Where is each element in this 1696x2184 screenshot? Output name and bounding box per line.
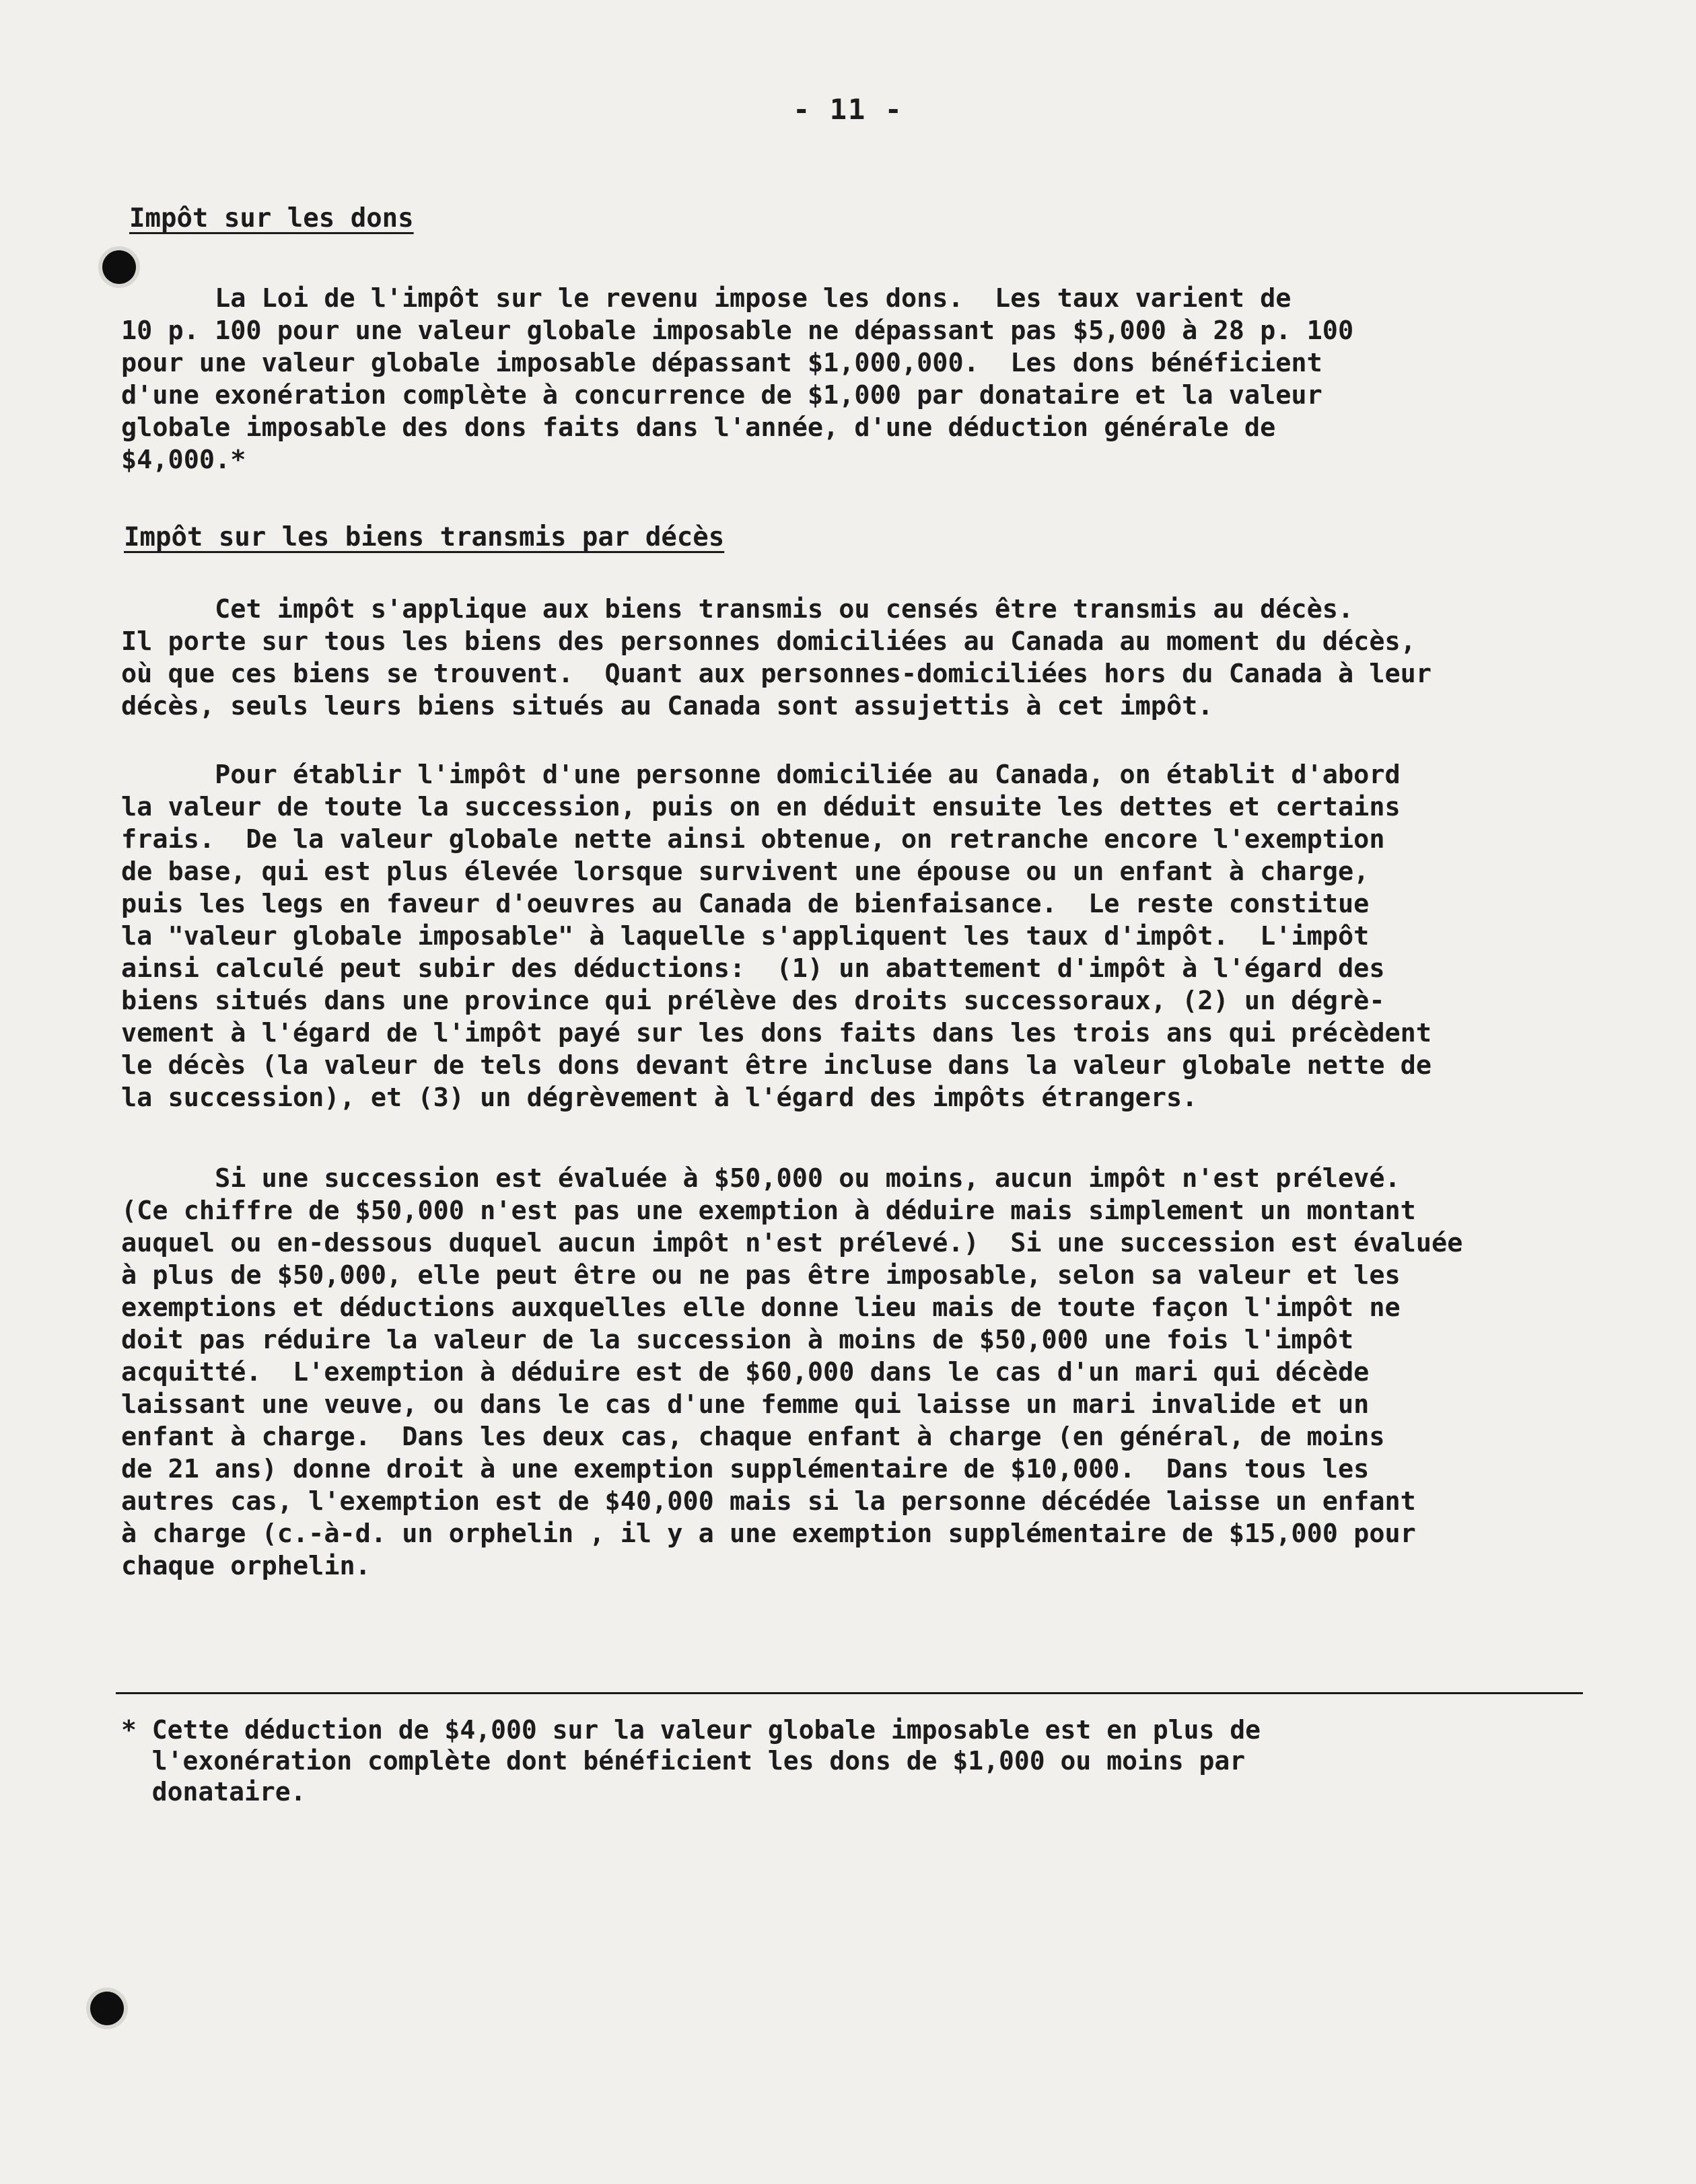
text-line: pour une valeur globale imposable dépassant $1,000,000. Les dons bénéficient bbox=[121, 348, 1322, 378]
paragraph-estate-calculation bbox=[121, 759, 1575, 1114]
text-line: Si une succession est évaluée à $50,000 ou moins, aucun impôt n'est prélevé. bbox=[121, 1163, 1401, 1194]
text-line: $4,000.* bbox=[121, 445, 246, 475]
text-line: la "valeur globale imposable" à laquelle s'appliquent les taux d'impôt. L'impôt bbox=[121, 921, 1370, 951]
paragraph-estate-scope bbox=[121, 593, 1575, 723]
text-line: biens situés dans une province qui prélève des droits successoraux, (2) un dégrè- bbox=[121, 986, 1385, 1016]
text-line: d'une exonération complète à concurrence de $1,000 par donataire et la valeur bbox=[121, 380, 1322, 410]
punch-hole-bottom bbox=[90, 1992, 124, 2025]
text-line: ainsi calculé peut subir des déductions: (1) un abattement d'impôt à l'égard des bbox=[121, 953, 1385, 984]
text-line: laissant une veuve, ou dans le cas d'une femme qui laisse un mari invalide et un bbox=[121, 1389, 1370, 1420]
text-line: acquitté. L'exemption à déduire est de $60,000 dans le cas d'un mari qui décède bbox=[121, 1357, 1370, 1387]
text-line: la valeur de toute la succession, puis on en déduit ensuite les dettes et certains bbox=[121, 792, 1401, 822]
paragraph-estate-exemptions bbox=[121, 1163, 1575, 1582]
footnote bbox=[121, 1714, 1575, 1807]
text-line: exemptions et déductions auxquelles elle donne lieu mais de toute façon l'impôt ne bbox=[121, 1293, 1401, 1323]
text-line: doit pas réduire la valeur de la succession à moins de $50,000 une fois l'impôt bbox=[121, 1325, 1354, 1355]
text-line: décès, seuls leurs biens situés au Canada sont assujettis à cet impôt. bbox=[121, 691, 1213, 721]
heading-estate-tax: Impôt sur les biens transmis par décès bbox=[124, 522, 725, 552]
text-line: à charge (c.-à-d. un orphelin , il y a une exemption supplémentaire de $15,000 pour bbox=[121, 1519, 1416, 1549]
text-line: auquel ou en-dessous duquel aucun impôt n'est prélevé.) Si une succession est évaluée bbox=[121, 1228, 1463, 1258]
text-line: chaque orphelin. bbox=[121, 1551, 371, 1581]
text-line: globale imposable des dons faits dans l'année, d'une déduction générale de bbox=[121, 412, 1276, 443]
text-line: 10 p. 100 pour une valeur globale imposable ne dépassant pas $5,000 à 28 p. 100 bbox=[121, 316, 1354, 346]
paragraph-gift-tax bbox=[121, 283, 1575, 476]
text-line: frais. De la valeur globale nette ainsi obtenue, on retranche encore l'exemption bbox=[121, 824, 1385, 854]
text-line: de base, qui est plus élevée lorsque survivent une épouse ou un enfant à charge, bbox=[121, 857, 1370, 887]
text-line: puis les legs en faveur d'oeuvres au Canada de bienfaisance. Le reste constitue bbox=[121, 889, 1370, 919]
text-line: Pour établir l'impôt d'une personne domiciliée au Canada, on établit d'abord bbox=[121, 760, 1401, 790]
footnote-line: donataire. bbox=[121, 1777, 306, 1807]
heading-gift-tax: Impôt sur les dons bbox=[129, 203, 414, 233]
text-line: à plus de $50,000, elle peut être ou ne pas être imposable, selon sa valeur et les bbox=[121, 1260, 1401, 1290]
text-line: vement à l'égard de l'impôt payé sur les dons faits dans les trois ans qui précèdent bbox=[121, 1018, 1432, 1048]
footnote-line: * Cette déduction de $4,000 sur la valeur globale imposable est en plus de bbox=[121, 1715, 1261, 1745]
text-line: de 21 ans) donne droit à une exemption supplémentaire de $10,000. Dans tous les bbox=[121, 1454, 1370, 1484]
text-line: Il porte sur tous les biens des personnes domiciliées au Canada au moment du décès, bbox=[121, 626, 1416, 657]
text-line: (Ce chiffre de $50,000 n'est pas une exemption à déduire mais simplement un montant bbox=[121, 1196, 1416, 1226]
text-line: La Loi de l'impôt sur le revenu impose les dons. Les taux varient de bbox=[121, 283, 1292, 314]
footnote-divider bbox=[116, 1692, 1583, 1694]
footnote-line: l'exonération complète dont bénéficient les dons de $1,000 ou moins par bbox=[121, 1746, 1246, 1776]
page-number: - 11 - bbox=[793, 93, 903, 126]
text-line: le décès (la valeur de tels dons devant être incluse dans la valeur globale nette de bbox=[121, 1050, 1432, 1081]
text-line: où que ces biens se trouvent. Quant aux personnes-domiciliées hors du Canada à leur bbox=[121, 659, 1432, 689]
text-line: autres cas, l'exemption est de $40,000 mais si la personne décédée laisse un enfant bbox=[121, 1486, 1416, 1517]
punch-hole-top bbox=[102, 250, 136, 284]
text-line: la succession), et (3) un dégrèvement à l'égard des impôts étrangers. bbox=[121, 1083, 1198, 1113]
text-line: enfant à charge. Dans les deux cas, chaque enfant à charge (en général, de moins bbox=[121, 1422, 1385, 1452]
text-line: Cet impôt s'applique aux biens transmis ou censés être transmis au décès. bbox=[121, 594, 1354, 624]
